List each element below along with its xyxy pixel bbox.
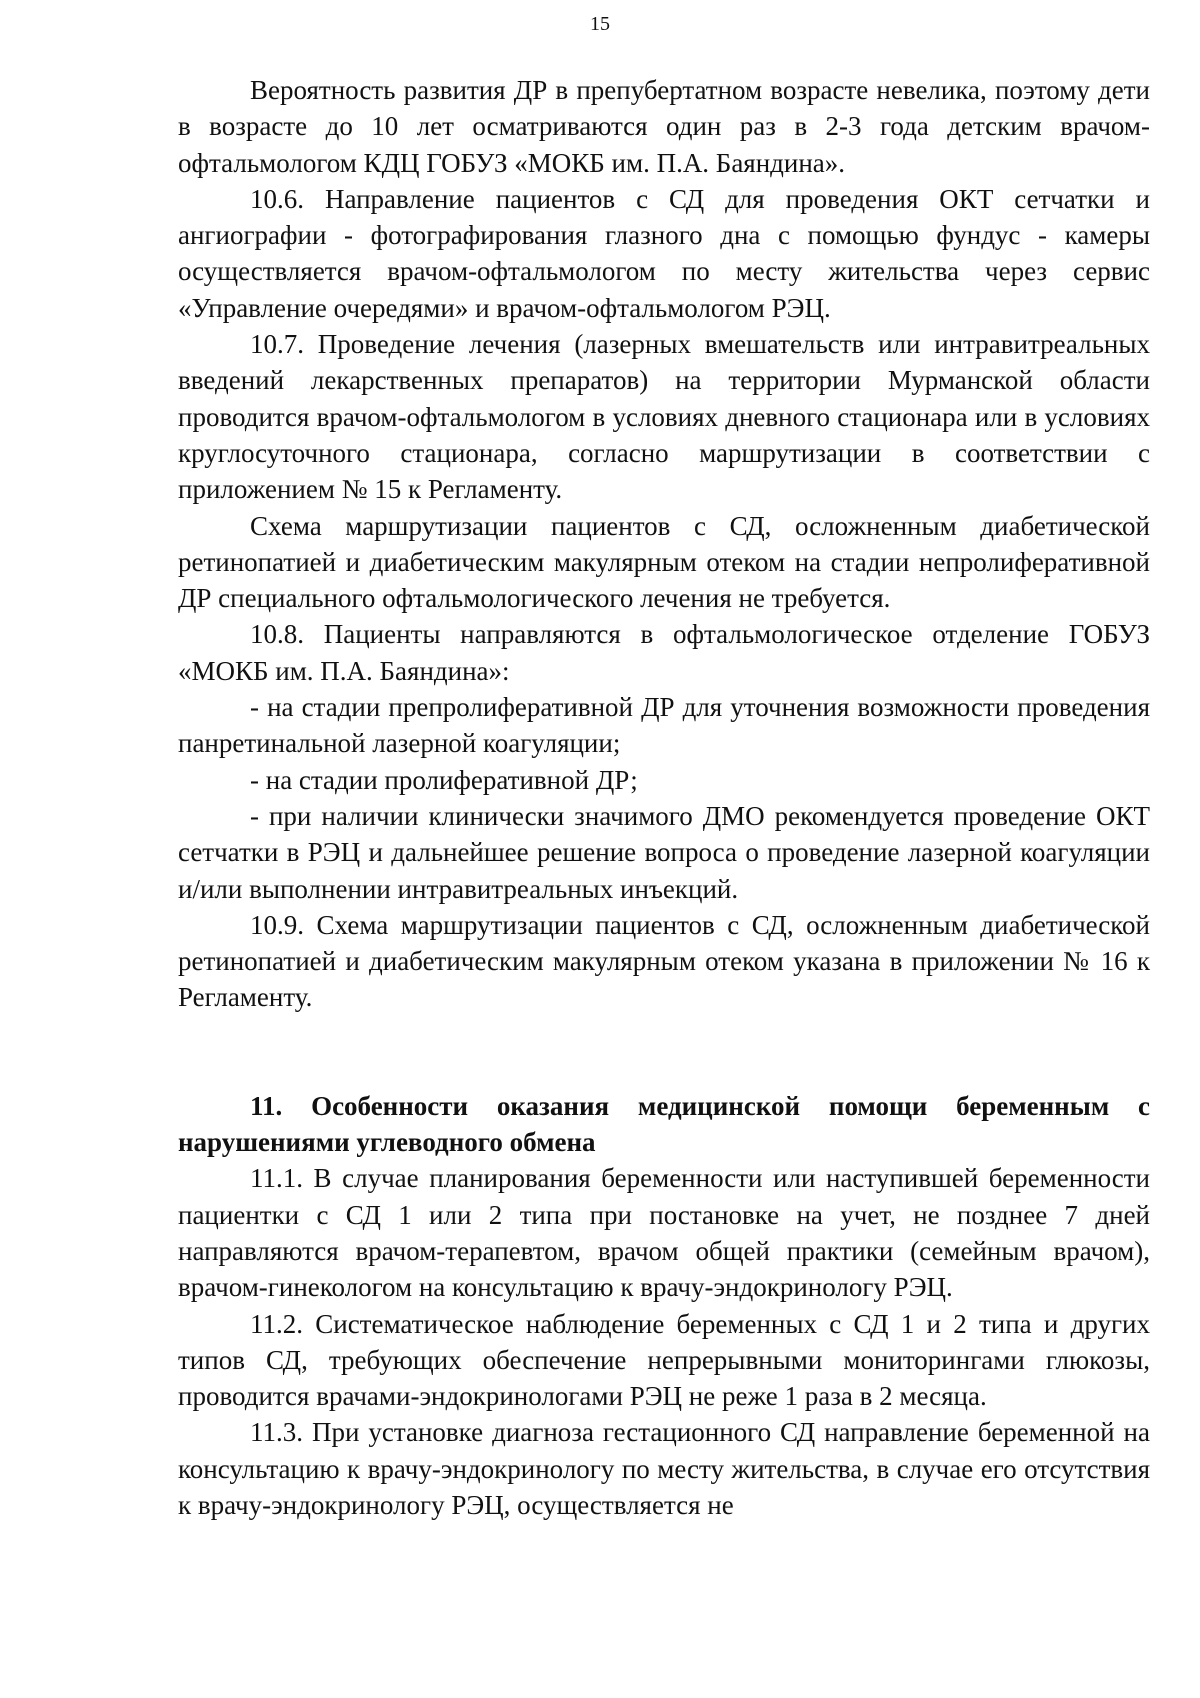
paragraph-10-8: 10.8. Пациенты направляются в офтальмологическое отделение ГОБУЗ «МОКБ им. П.А. Баяндина»: (178, 619, 1150, 686)
section-spacer (178, 1016, 1150, 1088)
list-item-dmo: - при наличии клинически значимого ДМО рекомендуется проведение ОКТ сетчатки в РЭЦ и дальнейшее решение вопроса о проведение лазерной коагуляции и/или выполнении интравитреальных инъекций. (178, 800, 1150, 904)
page-number: 15 (590, 13, 610, 35)
list-item-preproliferative: - на стадии препролиферативной ДР для уточнения возможности проведения панретинальной лазерной коагуляции; (178, 692, 1150, 759)
document-body (178, 72, 1150, 1523)
paragraph-11-1: 11.1. В случае планирования беременности или наступившей беременности пациентки с СД 1 или 2 типа при постановке на учет, не позднее 7 дней направляются врачом-терапевтом, врачом общей практики (семейным врачом), врачом-гинекологом на консультацию к врачу-эндокринологу РЭЦ. (178, 1163, 1150, 1303)
paragraph-10-7: 10.7. Проведение лечения (лазерных вмешательств или интравитреальных введений лекарственных препаратов) на территории Мурманской области проводится врачом-офтальмологом в условиях дневного стационара или в условиях круглосуточного стационара, согласно маршрутизации в соответствии с приложением № 15 к Регламенту. (178, 329, 1150, 505)
paragraph-10-6: 10.6. Направление пациентов с СД для проведения ОКТ сетчатки и ангиографии - фотографирования глазного дна с помощью фундус - камеры осуществляется врачом-офтальмологом по месту жительства через сервис «Управление очередями» и врачом-офтальмологом РЭЦ. (178, 183, 1150, 323)
paragraph-11-2: 11.2. Систематическое наблюдение беременных с СД 1 и 2 типа и других типов СД, требующих обеспечение непрерывными мониторингами глюкозы, проводится врачами-эндокринологами РЭЦ не реже 1 раза в 2 месяца. (178, 1308, 1150, 1412)
paragraph-dr-probability: Вероятность развития ДР в препубертатном возрасте невелика, поэтому дети в возрасте до 10 лет осматриваются один раз в 2-3 года детским врачом-офтальмологом КДЦ ГОБУЗ «МОКБ им. П.А. Баяндина». (178, 75, 1150, 178)
paragraph-11-3: 11.3. При установке диагноза гестационного СД направление беременной на консультацию к врачу-эндокринологу по месту жительства, в случае его отсутствия к врачу-эндокринологу РЭЦ, осуществляется не (178, 1417, 1150, 1520)
paragraph-routing-scheme: Схема маршрутизации пациентов с СД, осложненным диабетической ретинопатией и диабетическим макулярным отеком на стадии непролиферативной ДР специального офтальмологического лечения не требуется. (178, 510, 1150, 614)
list-item-proliferative: - на стадии пролиферативной ДР; (250, 764, 638, 795)
paragraph-10-9: 10.9. Схема маршрутизации пациентов с СД, осложненным диабетической ретинопатией и диабетическим макулярным отеком указана в приложении № 16 к Регламенту. (178, 909, 1150, 1013)
section-heading: 11. Особенности оказания медицинской помощи беременным с нарушениями углеводного обмена (178, 1090, 1150, 1158)
